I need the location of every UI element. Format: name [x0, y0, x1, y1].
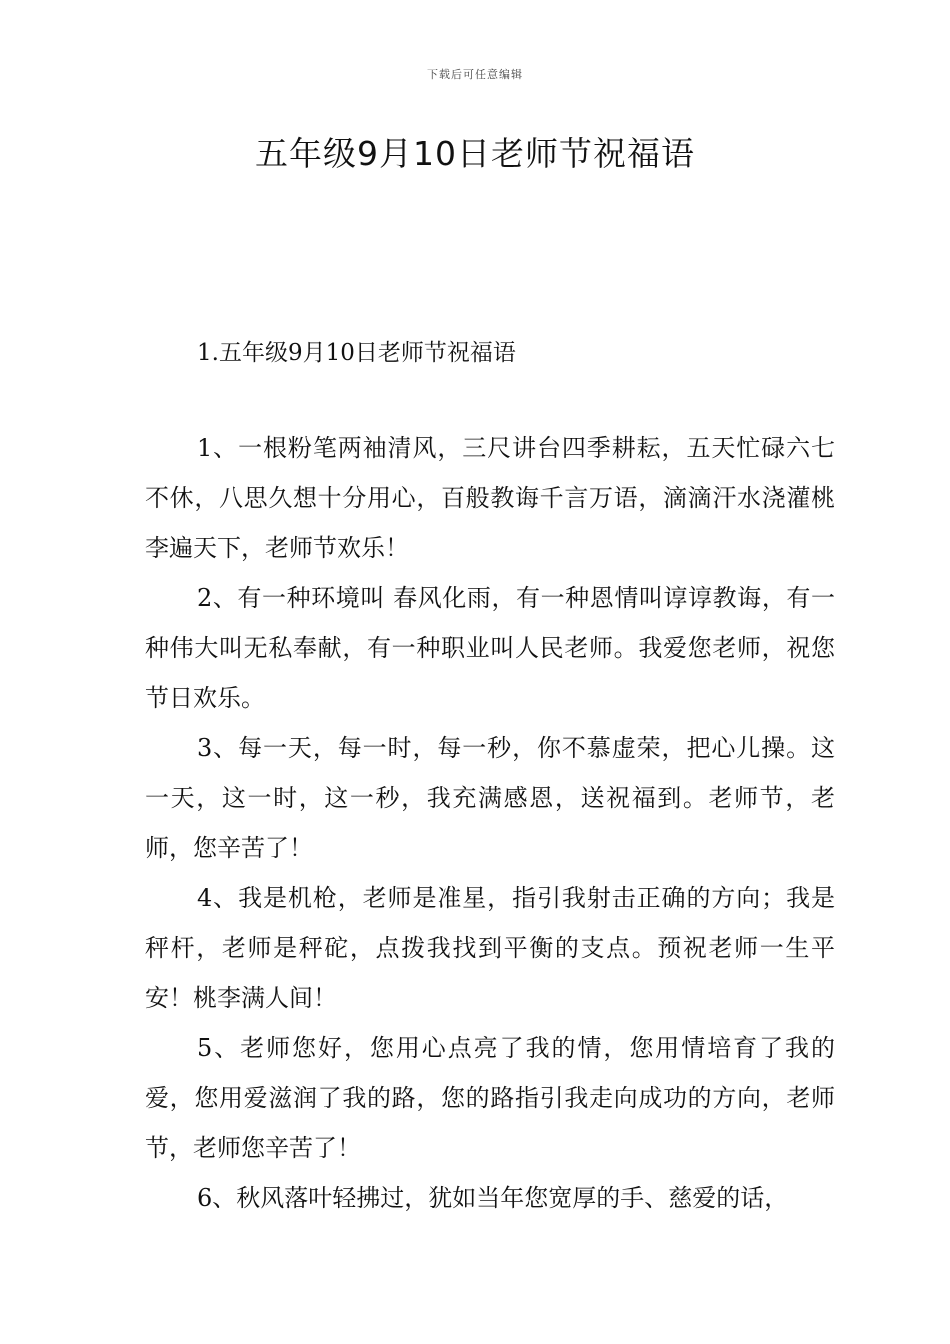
paragraph-6: 6、秋风落叶轻拂过，犹如当年您宽厚的手、慈爱的话，	[197, 1184, 789, 1212]
header-note: 下载后可任意编辑	[427, 68, 523, 81]
paragraph-1: 1、一根粉笔两袖清风，三尺讲台四季耕耘，五天忙碌六七不休，八思久想十分用心，百般教诲千言万语，滴滴汗水浇灌桃李遍天下，老师节欢乐！	[145, 434, 835, 562]
paragraph-4: 4、我是机枪，老师是准星，指引我射击正确的方向；我是秤杆，老师是秤砣，点拨我找到平衡的支点。预祝老师一生平安！桃李满人间！	[145, 884, 835, 1012]
document-title: 五年级9月10日老师节祝福语	[255, 134, 695, 173]
paragraph-2: 2、有一种环境叫 春风化雨，有一种恩情叫谆谆教诲，有一种伟大叫无私奉献，有一种职业叫人民老师。我爱您老师，祝您节日欢乐。	[145, 584, 835, 712]
paragraph-5: 5、老师您好，您用心点亮了我的情，您用情培育了我的爱，您用爱滋润了我的路，您的路指引我走向成功的方向，老师节，老师您辛苦了！	[145, 1034, 835, 1162]
document-body	[145, 423, 835, 1223]
section-heading: 1.五年级9月10日老师节祝福语	[197, 340, 516, 366]
paragraph-3: 3、每一天，每一时，每一秒，你不慕虚荣，把心儿操。这一天，这一时，这一秒，我充满感恩，送祝福到。老师节，老师，您辛苦了！	[145, 734, 835, 862]
